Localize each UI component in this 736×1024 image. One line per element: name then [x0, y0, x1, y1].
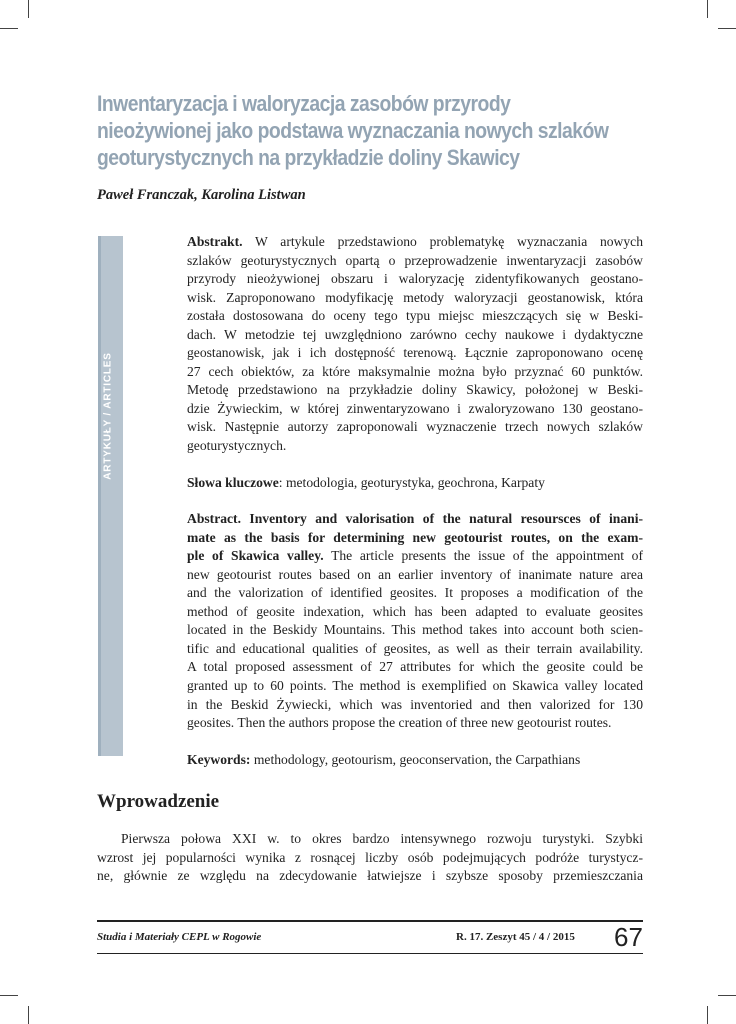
body-line: Pierwsza połowa XXI w. to okres bardzo intensywnego rozwoju turystyki. Szybki [121, 831, 643, 846]
abstract-block [187, 233, 643, 769]
issue-info: R. 17. Zeszyt 45 / 4 / 2015 [456, 931, 575, 943]
keywords-label: Słowa kluczowe [187, 474, 279, 490]
abstract-line: została dostosowana do oceny tego typu miejsc mieszczących się w Beski- [187, 308, 643, 324]
abstract-line: dach. W metodzie tej uwzględniono zarówno cechy naukowe i dydaktyczne [187, 326, 643, 342]
abstract-line: szlaków geoturystycznych opartą o przeprowadzenie inwentaryzacji zasobów [187, 252, 643, 268]
abstract-line: Abstrakt. W artykule przedstawiono problematykę wyznaczania nowych [187, 234, 643, 249]
journal-name: Studia i Materiały CEPL w Rogowie [97, 931, 262, 943]
abstract-line: and the valorization of identified geosites. It proposes a modification of the [187, 585, 643, 601]
keywords-label: Keywords: [187, 751, 251, 767]
footer-divider [97, 953, 643, 954]
body-paragraph [97, 830, 643, 886]
abstract-line: granted up to 60 points. The method is exemplified on Skawica valley located [187, 678, 643, 694]
abstract-line: ple of Skawica valley. The article presents the issue of the appointment of [187, 548, 644, 564]
abstract-lead: Abstrakt. [187, 234, 243, 249]
abstract-line: A total proposed assessment of 27 attributes for which the geosite could be [187, 659, 643, 675]
abstract-line: geoturystycznych. [187, 438, 287, 454]
abstract-line: Abstract. Inventory and valorisation of the natural resoursces of inani- [187, 511, 643, 527]
body-line: wzrost jej popularności wynika z rosnącej liczby osób podejmujących podróże turystycz- [97, 849, 643, 865]
section-sidebar [98, 236, 123, 756]
crop-mark [718, 28, 736, 29]
abstract-polish [187, 233, 643, 456]
abstract-line: 27 cech obiektów, za które maksymalnie można było przyznać 60 punktów. [187, 363, 643, 379]
abstract-line: in the Beskid Żywiecki, which was inventoried and then valorized for 130 [187, 696, 643, 712]
title-line: Inwentaryzacja i waloryzacja zasobów przyrody [97, 91, 511, 116]
body-line: ne, głównie ze względu na zdecydowanie łatwiejsze i szybsze sposoby przemieszczania [97, 868, 643, 884]
abstract-line: method of geosite indexation, which has been adapted to evaluate geosites [187, 603, 643, 619]
abstract-line: tific and educational qualities of geosites, as well as their terrain availability. [187, 640, 643, 656]
footer-divider [97, 920, 643, 922]
article-authors: Paweł Franczak, Karolina Listwan [97, 187, 306, 203]
crop-mark [718, 995, 736, 996]
abstract-line: geosites. Then the authors propose the creation of three new geotourist routes. [187, 715, 612, 731]
title-line: nieożywionej jako podstawa wyznaczania nowych szlaków [97, 118, 609, 143]
crop-mark [707, 1006, 708, 1024]
abstract-line: przyrody nieożywionej obszaru i waloryzację zidentyfikowanych geostano- [187, 271, 643, 287]
keywords-english: Keywords: methodology, geotourism, geoconservation, the Carpathians [187, 751, 581, 767]
abstract-line: geostanowisk, jak i ich dostępność terenową. Łącznie zaproponowano ocenę [187, 345, 643, 361]
abstract-line: new geotourist routes based on an earlier inventory of inanimate nature area [187, 566, 643, 582]
abstract-line: wisk. Zaproponowano modyfikację metody waloryzacji geostanowisk, która [187, 289, 643, 305]
abstract-line: Metodę przedstawiono na przykładzie doliny Skawicy, położonej w Beski- [187, 382, 643, 398]
abstract-line: located in the Beskidy Mountains. This method takes into account both scien- [187, 622, 643, 638]
crop-mark [28, 1006, 29, 1024]
abstract-line: dzie Żywieckim, w której zinwentaryzowano i zwaloryzowano 130 geostano- [187, 400, 643, 416]
crop-mark [0, 995, 18, 996]
article-title [97, 90, 609, 171]
title-line: geoturystycznych na przykładzie doliny Skawicy [97, 145, 520, 170]
crop-mark [28, 0, 29, 18]
crop-mark [0, 28, 18, 29]
abstract-line: wisk. Następnie autorzy zaproponowali wyznaczenie trzech nowych szlaków [187, 419, 643, 435]
page-number: 67 [614, 922, 643, 952]
abstract-line: mate as the basis for determining new geotourist routes, on the exam- [187, 529, 643, 545]
keywords-polish: Słowa kluczowe: metodologia, geoturystyka, geochrona, Karpaty [187, 474, 545, 490]
abstract-english [187, 510, 643, 733]
sidebar-label: ARTYKUŁY / ARTICLES [102, 352, 114, 480]
section-heading: Wprowadzenie [97, 791, 220, 812]
crop-mark [707, 0, 708, 18]
